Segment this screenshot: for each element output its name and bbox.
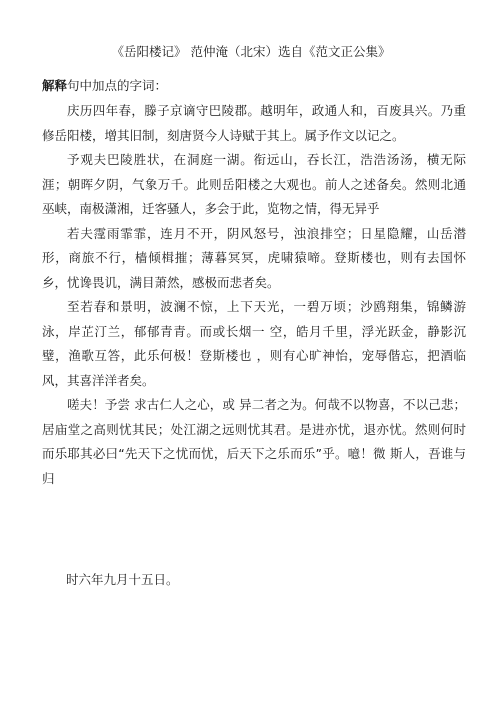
instruction-label: 解释	[42, 78, 68, 93]
date-line: 时六年九月十五日。	[66, 572, 179, 587]
instruction-text: 句中加点的字词：	[67, 78, 168, 93]
paragraph-2: 予观夫巴陵胜状，在洞庭一湖。衔远山，吞长江，浩浩汤汤，横无际涯；朝晖夕阴，气象万千。此则岳阳楼之大观也。前人之述备矣。然则北通巫峡，南极潇湘，迁客骚人，多会于此，览物之情，得无异乎	[42, 152, 466, 216]
document-title: 《岳阳楼记》 范仲淹（北宋）选自《范文正公集》	[111, 44, 391, 59]
paragraph-3: 若夫霪雨霏霏，连月不开，阴风怒号，浊浪排空；日星隐耀，山岳潜形，商旅不行，樯倾楫摧；薄暮冥冥，虎啸猿啼。登斯楼也，则有去国怀乡，忧谗畏讥，满目萧然，感极而悲者矣。	[42, 225, 466, 290]
paragraph-5: 嗟夫！予尝 求古仁人之心，或 异二者之为。何哉不以物喜，不以己悲；居庙堂之高则忧其民；处江湖之远则忧其君。是进亦忧，退亦忧。然则何时而乐耶其必曰“先天下之忧而忧，后天下之乐而乐”乎。噫！微 斯人，吾谁与归	[42, 397, 466, 486]
paragraph-1: 庆历四年春，滕子京谪守巴陵郡。越明年，政通人和，百废具兴。乃重修岳阳楼，增其旧制，刻唐贤今人诗赋于其上。属予作文以记之。	[42, 103, 466, 143]
paragraph-4: 至若春和景明，波澜不惊，上下天光，一碧万顷；沙鸥翔集，锦鳞游泳，岸芷汀兰，郁郁青青。而或长烟一 空，皓月千里，浮光跃金，静影沉璧，渔歌互答，此乐何极！登斯楼也 ，则有心旷神怡，宠辱偕忘，把酒临风，其喜洋洋者矣。	[42, 299, 466, 388]
document-body	[42, 99, 466, 491]
instruction-line	[42, 78, 167, 94]
